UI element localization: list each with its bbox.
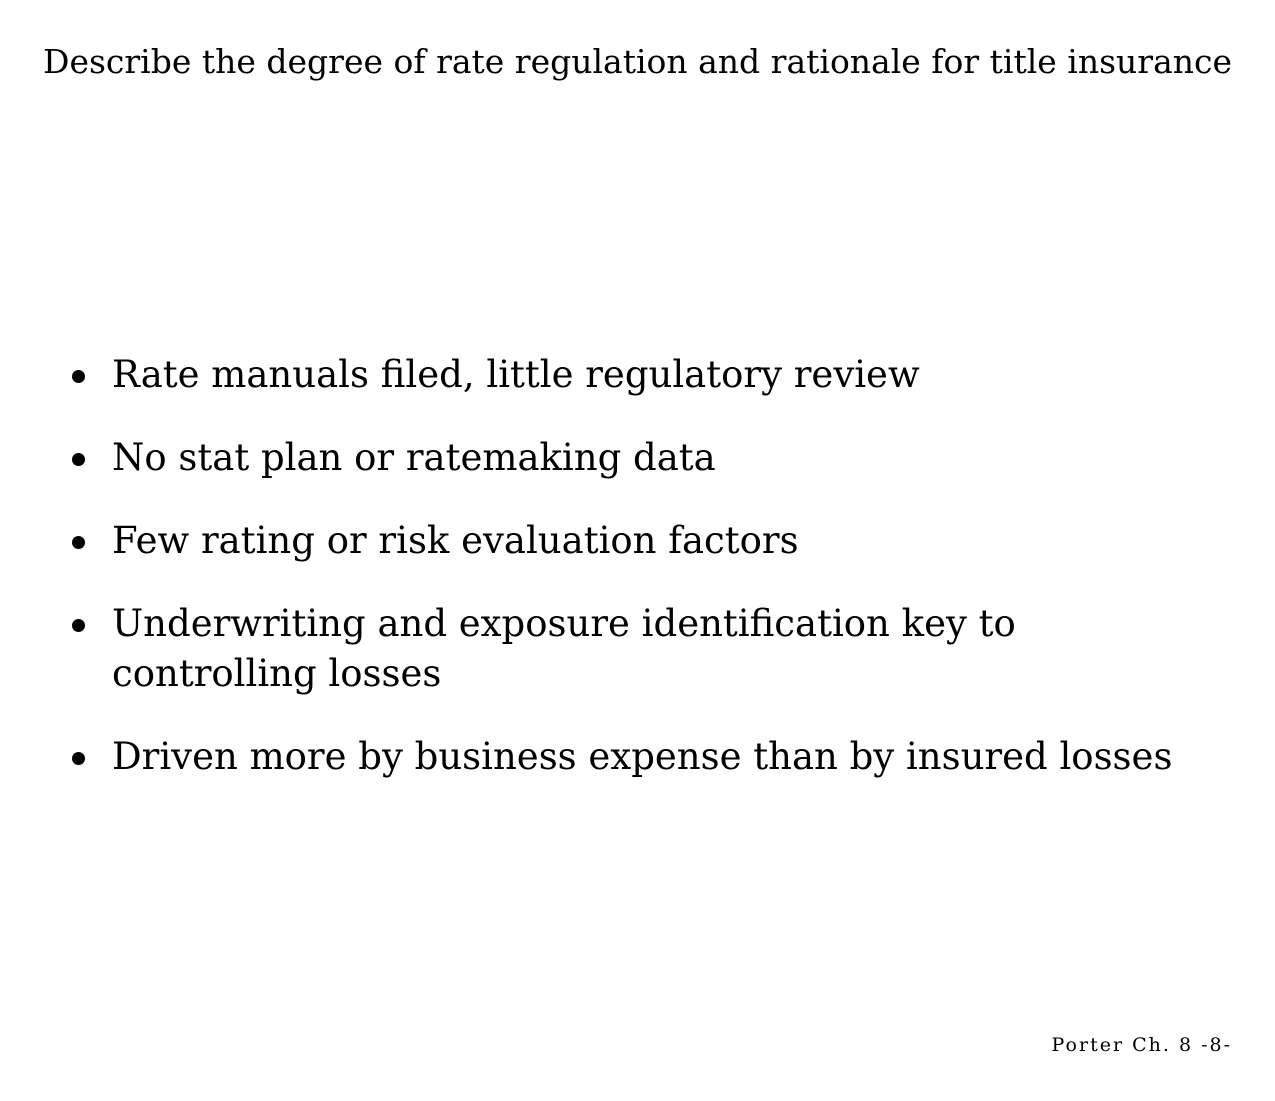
- bullet-dot-icon: [72, 536, 85, 549]
- answer-bullet-list: [70, 350, 1220, 815]
- bullet-dot-icon: [72, 752, 85, 765]
- bullet-item: [70, 350, 1220, 400]
- bullet-item: [70, 732, 1220, 782]
- bullet-dot-icon: [72, 453, 85, 466]
- bullet-item: [70, 516, 1220, 566]
- bullet-text: Driven more by business expense than by insured losses: [112, 735, 1173, 778]
- bullet-text: Few rating or risk evaluation factors: [112, 519, 799, 562]
- bullet-dot-icon: [72, 370, 85, 383]
- bullet-text: No stat plan or ratemaking data: [112, 436, 716, 479]
- bullet-item: [70, 599, 1220, 699]
- question-heading: Describe the degree of rate regulation and rationale for title insurance: [42, 42, 1233, 81]
- page-footer: Porter Ch. 8 -8-: [1051, 1034, 1232, 1056]
- bullet-text: Rate manuals filed, little regulatory review: [112, 353, 920, 396]
- bullet-dot-icon: [72, 619, 85, 632]
- bullet-text: Underwriting and exposure identification key to controlling losses: [112, 602, 1016, 695]
- bullet-item: [70, 433, 1220, 483]
